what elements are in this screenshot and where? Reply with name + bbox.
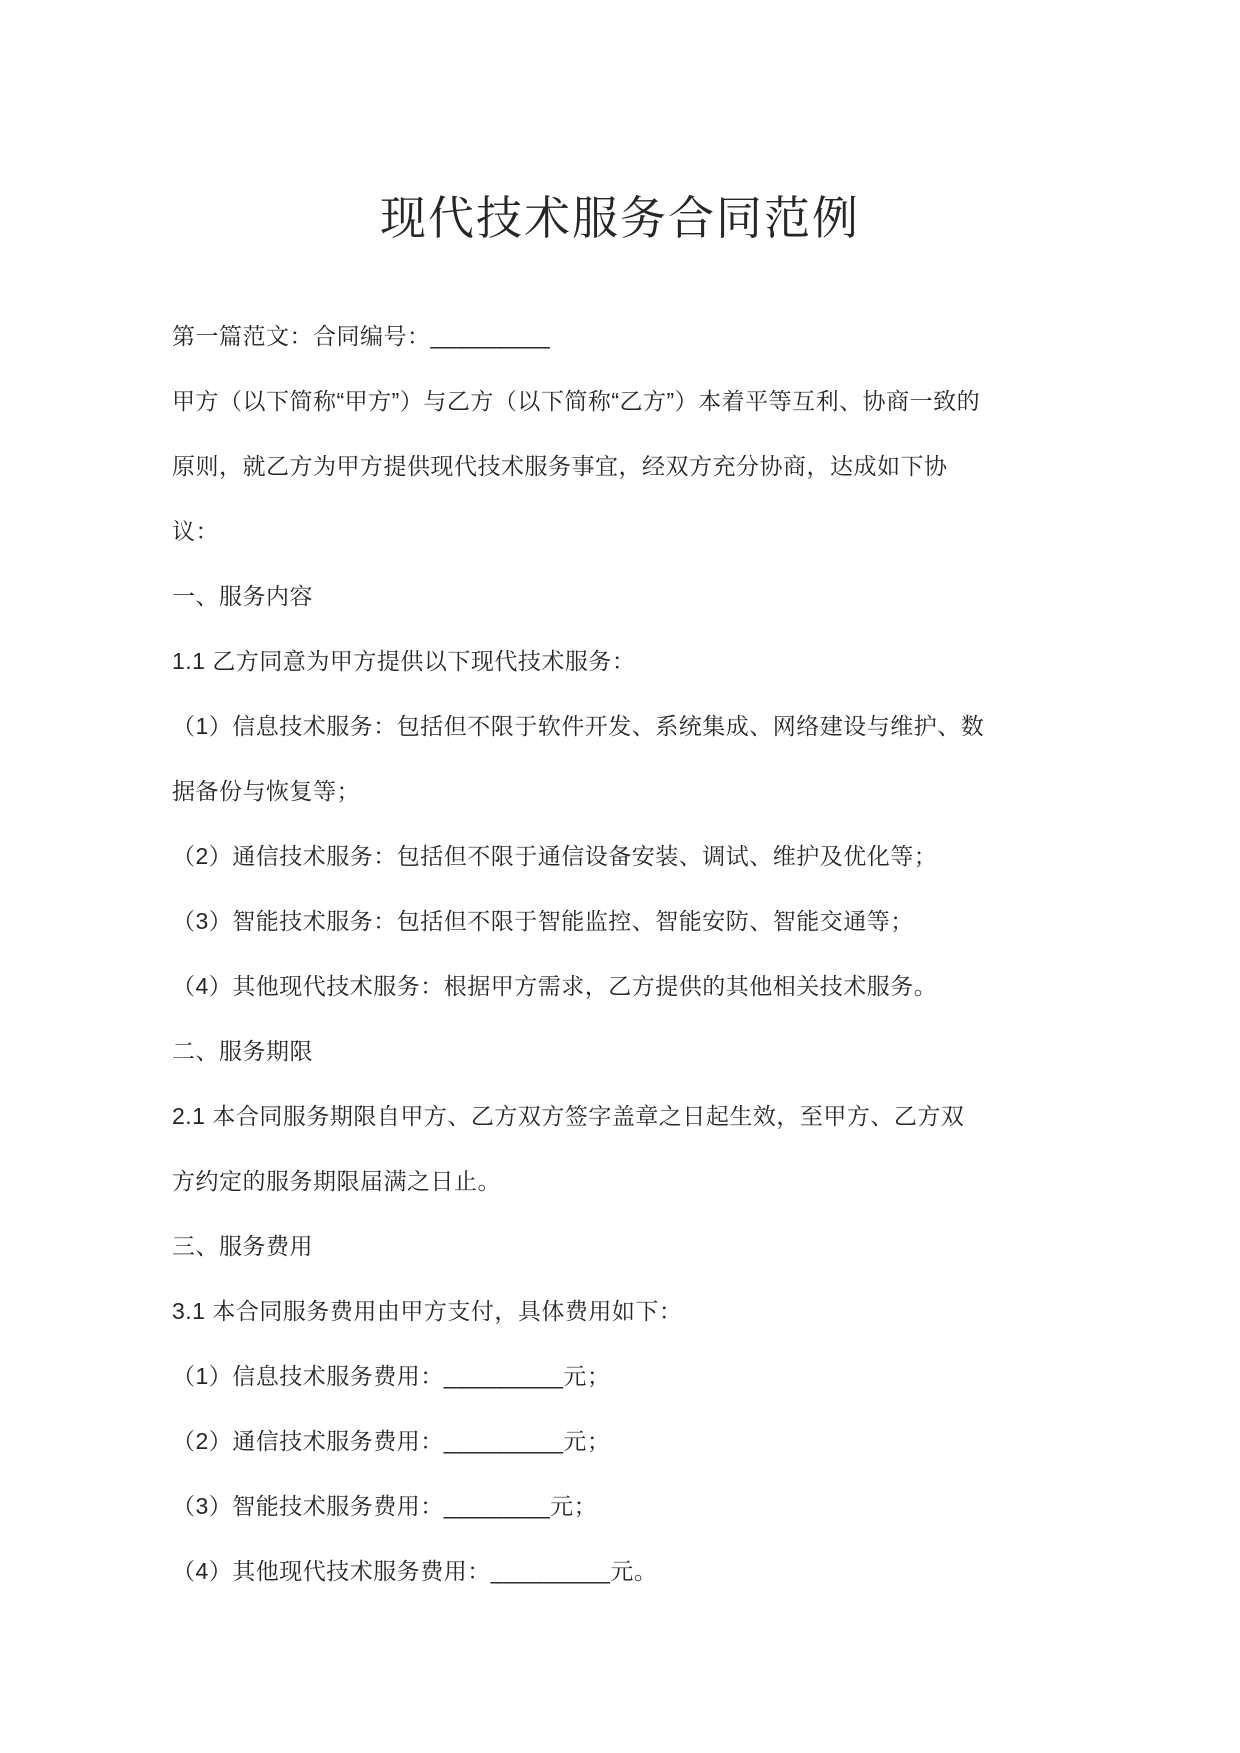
fee-blank-line: （3）智能技术服务费用：________元；: [172, 1493, 598, 1519]
document-line: （4）其他现代技术服务：根据甲方需求，乙方提供的其他相关技术服务。: [172, 973, 938, 999]
page-title: 现代技术服务合同范例: [380, 192, 860, 244]
section-heading: 一、服务内容: [172, 583, 313, 609]
document-line: （1）信息技术服务：包括但不限于软件开发、系统集成、网络建设与维护、数: [172, 713, 985, 739]
document-line: 据备份与恢复等；: [172, 778, 360, 804]
fee-blank-line: （1）信息技术服务费用：_________元；: [172, 1363, 611, 1389]
document-line: （2）通信技术服务：包括但不限于通信设备安装、调试、维护及优化等；: [172, 843, 938, 869]
fee-blank-line: （4）其他现代技术服务费用：_________元。: [172, 1558, 658, 1584]
document-line: 方约定的服务期限届满之日止。: [172, 1168, 501, 1194]
document-line: 议：: [172, 518, 219, 544]
document-line: 甲方（以下简称“甲方”）与乙方（以下简称“乙方”）本着平等互利、协商一致的: [172, 388, 981, 414]
fee-blank-line: （2）通信技术服务费用：_________元；: [172, 1428, 611, 1454]
document-line: 1.1 乙方同意为甲方提供以下现代技术服务：: [172, 648, 636, 674]
section-heading: 二、服务期限: [172, 1038, 313, 1064]
contract-number-line: 第一篇范文：合同编号：_________: [172, 323, 551, 349]
document-line: （3）智能技术服务：包括但不限于智能监控、智能安防、智能交通等；: [172, 908, 914, 934]
document-line: 2.1 本合同服务期限自甲方、乙方双方签字盖章之日起生效，至甲方、乙方双: [172, 1103, 965, 1129]
document-line: 原则，就乙方为甲方提供现代技术服务事宜，经双方充分协商，达成如下协: [172, 453, 948, 479]
document-body: [172, 304, 1090, 1604]
document-line: 3.1 本合同服务费用由甲方支付，具体费用如下：: [172, 1298, 683, 1324]
section-heading: 三、服务费用: [172, 1233, 313, 1259]
